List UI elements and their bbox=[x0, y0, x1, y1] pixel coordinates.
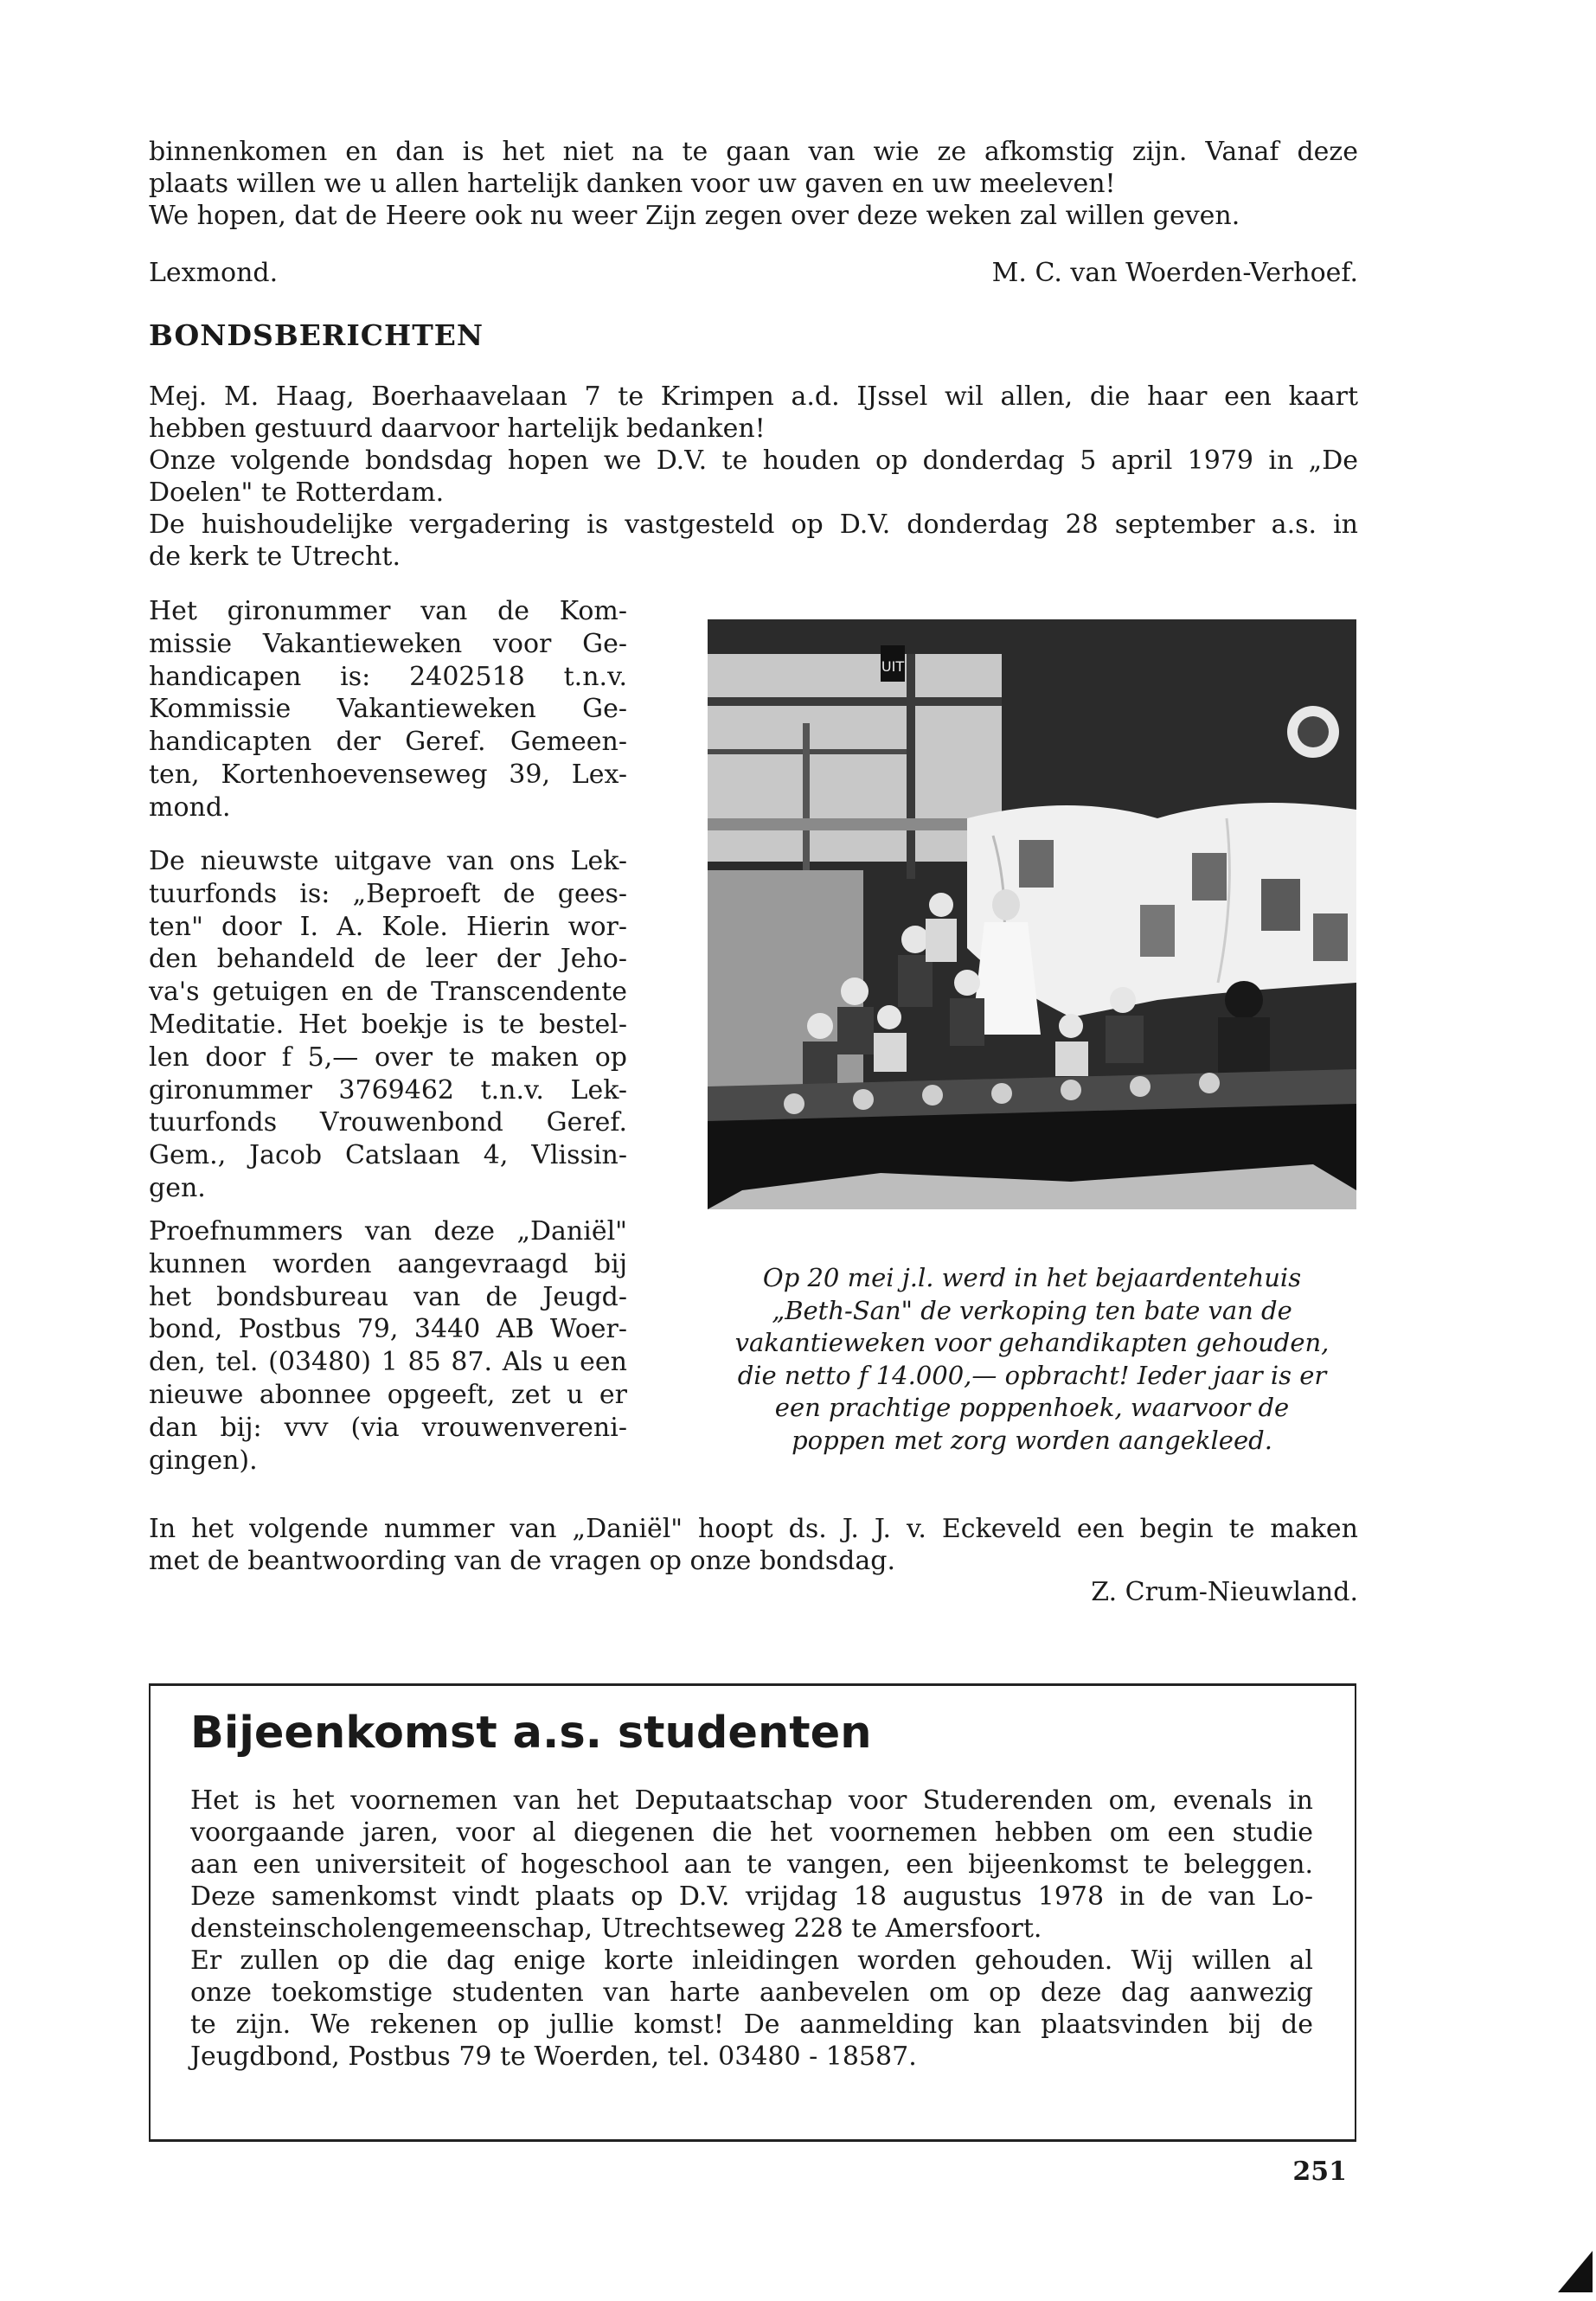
caption-line: een prachtige poppenhoek, waarvoor de bbox=[774, 1393, 1290, 1422]
exit-sign-label: UIT bbox=[881, 658, 905, 675]
text-line: met de beantwoording van de vragen op onze bondsdag. bbox=[149, 1546, 895, 1576]
text-line: tuurfonds is: „Beproeft de gees- bbox=[149, 878, 627, 909]
text-line: Meditatie. Het boekje is te bestel- bbox=[149, 1009, 627, 1040]
announcement-text bbox=[190, 1785, 1313, 2073]
text-line: Mej. M. Haag, Boerhaavelaan 7 te Krimpen a.d. IJssel wil allen, die haar een kaart bbox=[149, 381, 1358, 412]
text-line: Jeugdbond, Postbus 79 te Woerden, tel. 03480 - 18587. bbox=[190, 2041, 917, 2072]
text-line: kunnen worden aangevraagd bij bbox=[149, 1248, 627, 1279]
text-line: va's getuigen en de Transcendente bbox=[149, 977, 627, 1008]
text-line: Kommissie Vakantieweken Ge- bbox=[149, 694, 627, 725]
caption-line: „Beth-San" de verkoping ten bate van de bbox=[772, 1295, 1292, 1325]
box-top-rule bbox=[151, 1683, 1355, 1686]
caption-line: die netto f 14.000,— opbracht! Ieder jaar is er bbox=[737, 1360, 1327, 1390]
text-line: Onze volgende bondsdag hopen we D.V. te houden op donderdag 5 april 1979 in „De bbox=[149, 445, 1358, 476]
text-line: De nieuwste uitgave van ons Lek- bbox=[149, 846, 627, 876]
intro-paragraph bbox=[149, 136, 1358, 232]
text-line: De huishoudelijke vergadering is vastgesteld op D.V. donderdag 28 september a.s. in bbox=[149, 510, 1358, 540]
text-line: handicapen is: 2402518 t.n.v. bbox=[149, 661, 627, 692]
text-line: densteinscholengemeenschap, Utrechtseweg 228 te Amersfoort. bbox=[190, 1913, 1042, 1944]
text-line: aan een universiteit of hogeschool aan te vangen, een bijeenkomst te beleggen. bbox=[190, 1849, 1313, 1880]
text-line: nieuwe abonnee opgeeft, zet u er bbox=[149, 1379, 627, 1410]
text-line: bond, Postbus 79, 3440 AB Woer- bbox=[149, 1314, 627, 1345]
closing-signature: Z. Crum-Nieuwland. bbox=[1091, 1577, 1358, 1607]
text-line: het bondsbureau van de Jeugd- bbox=[149, 1281, 627, 1312]
bondsberichten-text bbox=[149, 381, 1358, 573]
text-line: voorgaande jaren, voor al diegenen die het voornemen hebben om een studie bbox=[190, 1817, 1313, 1848]
photo-caption bbox=[708, 1262, 1356, 1457]
proefnummers-paragraph bbox=[149, 1215, 627, 1477]
text-line: de kerk te Utrecht. bbox=[149, 542, 401, 572]
signoff-author: M. C. van Woerden-Verhoef. bbox=[991, 258, 1358, 288]
text-line: ten, Kortenhoevenseweg 39, Lex- bbox=[149, 759, 627, 790]
announcement-box bbox=[149, 1683, 1356, 2142]
text-line: Doelen" te Rotterdam. bbox=[149, 478, 445, 508]
doll-corner-photo bbox=[708, 619, 1356, 1209]
photo-illustration bbox=[708, 619, 1356, 1209]
text-line: onze toekomstige studenten van harte aanbevelen om op deze dag aanwezig bbox=[190, 1977, 1313, 2008]
announcement-title: Bijeenkomst a.s. studenten bbox=[190, 1708, 872, 1759]
text-line: plaats willen we u allen hartelijk danken voor uw gaven en uw meeleven! bbox=[149, 169, 1116, 199]
text-line: gironummer 3769462 t.n.v. Lek- bbox=[149, 1074, 627, 1106]
text-line: Het gironummer van de Kom- bbox=[149, 596, 627, 626]
text-line: handicapten der Geref. Gemeen- bbox=[149, 727, 627, 758]
corner-triangle-mark bbox=[1527, 2232, 1596, 2301]
box-bottom-rule bbox=[151, 2139, 1355, 2142]
text-line: missie Vakantieweken voor Ge- bbox=[149, 628, 627, 659]
signoff-place: Lexmond. bbox=[149, 258, 279, 288]
text-line: hebben gestuurd daarvoor hartelijk bedanken! bbox=[149, 413, 766, 444]
text-line: te zijn. We rekenen op jullie komst! De aanmelding kan plaatsvinden bij de bbox=[190, 2009, 1313, 2040]
closing-paragraph bbox=[149, 1513, 1358, 1577]
text-line: Proefnummers van deze „Daniël" bbox=[149, 1216, 627, 1247]
text-line: Gem., Jacob Catslaan 4, Vlissin- bbox=[149, 1140, 627, 1171]
lektuurfonds-paragraph bbox=[149, 845, 627, 1205]
text-line: In het volgende nummer van „Daniël" hoopt ds. J. J. v. Eckeveld een begin te maken bbox=[149, 1514, 1358, 1544]
text-line: den, tel. (03480) 1 85 87. Als u een bbox=[149, 1347, 627, 1378]
text-line: gingen). bbox=[149, 1445, 258, 1476]
text-line: tuurfonds Vrouwenbond Geref. bbox=[149, 1107, 627, 1138]
text-line: ten" door I. A. Kole. Hierin wor- bbox=[149, 911, 627, 942]
text-line: binnenkomen en dan is het niet na te gaan van wie ze afkomstig zijn. Vanaf deze bbox=[149, 137, 1358, 167]
text-line: Deze samenkomst vindt plaats op D.V. vrijdag 18 augustus 1978 in de van Lo- bbox=[190, 1881, 1313, 1912]
caption-line: poppen met zorg worden aangekleed. bbox=[792, 1425, 1272, 1455]
text-line: gen. bbox=[149, 1172, 206, 1203]
text-line: mond. bbox=[149, 792, 231, 823]
text-line: Er zullen op die dag enige korte inleidingen worden gehouden. Wij willen al bbox=[190, 1945, 1313, 1976]
caption-line: Op 20 mei j.l. werd in het bejaardentehuis bbox=[762, 1263, 1302, 1292]
page-number: 251 bbox=[1292, 2157, 1347, 2187]
text-line: We hopen, dat de Heere ook nu weer Zijn zegen over deze weken zal willen geven. bbox=[149, 201, 1240, 231]
text-line: dan bij: vvv (via vrouwenvereni- bbox=[149, 1412, 627, 1443]
text-line: len door f 5,— over te maken op bbox=[149, 1042, 627, 1073]
text-line: Het is het voornemen van het Deputaatschap voor Studerenden om, evenals in bbox=[190, 1785, 1313, 1816]
text-line: den behandeld de leer der Jeho- bbox=[149, 944, 627, 975]
giro-paragraph bbox=[149, 595, 627, 824]
caption-line: vakantieweken voor gehandikapten gehouden, bbox=[734, 1328, 1330, 1357]
section-heading: BONDSBERICHTEN bbox=[149, 318, 484, 352]
